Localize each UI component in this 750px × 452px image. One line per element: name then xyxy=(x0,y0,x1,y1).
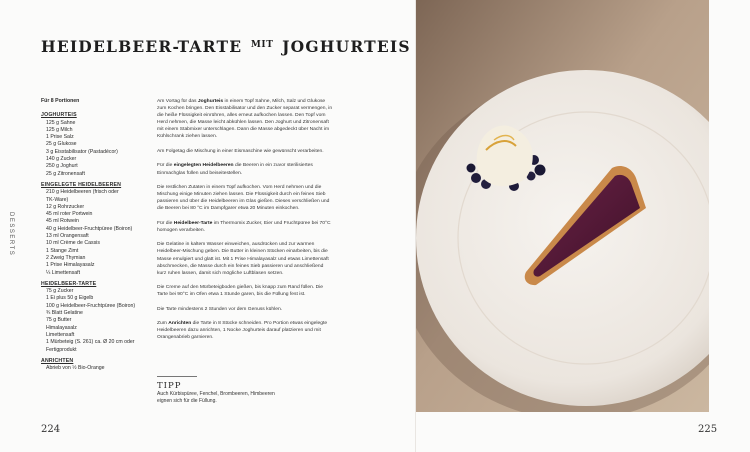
instruction-text: Die restlichen Zutaten in einem Topf aufkochen. Vom Herd nehmen und die Mischung einige Minuten ziehen lassen. Die Flüssigkeit durch ein feines Sieb passieren und über die Heidelbeeren im Glas gießen. Dieses verschließen und die Beeren bei 80 °C im Dampfgarer etwa 20 Minuten einkochen. xyxy=(157,185,330,212)
ingredient-item: 1 Prise Himalayasalz xyxy=(46,262,95,269)
ingredient-item: 45 ml roter Portwein xyxy=(46,211,93,218)
ingredient-item: 25 g Glukose xyxy=(46,141,77,148)
ingredient-section-title: HEIDELBEER-TARTE xyxy=(41,280,97,287)
instruction-paragraph xyxy=(157,241,333,276)
ingredient-item: ¾ Blatt Gelatine xyxy=(46,310,83,317)
page-number-left: 224 xyxy=(41,424,61,435)
tipp-text: Auch Kürbispüree, Fenchel, Brombeeren, Himbeeren eignen sich für die Füllung. xyxy=(157,391,275,405)
instruction-highlight: eingelegten Heidelbeeren xyxy=(173,163,234,169)
ingredient-section-title: EINGELEGTE HEIDELBEEREN xyxy=(41,181,122,188)
ingredient-item: 12 g Rohrzucker xyxy=(46,203,85,210)
title-connector: MIT xyxy=(250,40,274,50)
instruction-text: im Thermomix Zucker, Eier und Fruchtpüree bei 70°C homogen verarbeiten. xyxy=(157,220,331,233)
instruction-text: in einem Topf Sahne, Milch, Salz und Glukose zum Kochen bringen. Den Eisstabilisator und den Zucker separat vermengen, in die heiße Flüssigkeit einrühren, alles erneut aufkochen lassen. Den Topf vom Herd nehmen, die Masse leicht abkühlen lassen. Den Joghurt und Zitronensaft mit einem Stabmixer unterschlagen. Dann die Masse abgedeckt über Nacht im Kühlschrank ziehen lassen. xyxy=(157,99,333,140)
ingredient-item: 25 g Zitronensaft xyxy=(46,170,85,177)
ingredient-item: Fertigprodukt xyxy=(46,346,77,353)
tipp-title: TIPP xyxy=(157,381,182,391)
instruction-highlight: Anrichten xyxy=(168,321,192,327)
ingredient-item: 10 ml Crème de Cassis xyxy=(46,240,100,247)
ingredient-item: 100 g Heidelbeer-Fruchtpüree (Boiron) xyxy=(46,302,136,309)
instruction-paragraph xyxy=(157,98,333,141)
ingredient-item: ¼ Limettensaft xyxy=(46,269,81,276)
ingredient-item: 3 g Eisstabilisator (Pastadécor) xyxy=(46,148,118,155)
title-main: HEIDELBEER-TARTE xyxy=(41,37,243,56)
ingredient-item: 250 g Joghurt xyxy=(46,163,78,170)
ingredient-item: Limettensaft xyxy=(46,331,75,338)
instruction-text: Für die xyxy=(157,163,174,169)
instruction-paragraph xyxy=(157,148,333,155)
ingredient-section-title: JOGHURTEIS xyxy=(41,112,77,119)
ingredient-item: Himalayasalz xyxy=(46,324,77,331)
ingredient-item: 1 Prise Salz xyxy=(46,134,74,141)
instruction-text: Für die xyxy=(157,220,174,226)
instructions-column xyxy=(157,98,333,349)
instruction-text: Zum xyxy=(157,321,169,327)
tart-plate-image xyxy=(416,0,709,412)
instruction-text: die Tarte in 8 Stücke schneiden. Pro Portion etwas eingelegte Heidelbeeren dazu anrichten, 1 Nocke Joghurteis darauf platzieren und mit Orangenabrieb garnieren. xyxy=(157,321,328,341)
ingredients-column xyxy=(41,98,149,372)
ingredient-item: 2 Zweig Thymian xyxy=(46,254,86,261)
ingredient-item: 1 Stange Zimt xyxy=(46,247,79,254)
ingredient-item: 210 g Heidelbeeren (frisch oder xyxy=(46,189,119,196)
instruction-text: die Beeren in ein zuvor sterilisiertes Einmachglas füllen und beiseitestellen. xyxy=(157,163,313,176)
title-tail: JOGHURTEIS xyxy=(282,37,411,56)
instruction-paragraph xyxy=(157,184,333,212)
ingredient-item: 45 ml Rotwein xyxy=(46,218,79,225)
instruction-text: Die Creme auf den Mürbeteigboden gießen, bis knapp zum Rand füllen. Die Tarte bei 90°C im Ofen etwa 1 Stunde garen, bis die Füllung fest ist. xyxy=(157,285,324,298)
instruction-text: Am Vortag für das xyxy=(157,99,198,104)
ingredient-sections xyxy=(41,112,149,372)
instruction-paragraph xyxy=(157,220,333,234)
instruction-text: Die Tarte mindestens 2 Stunden vor dem Genuss kühlen. xyxy=(157,306,283,312)
ingredient-item: 40 g Heidelbeer-Fruchtpüree (Boiron) xyxy=(46,225,133,232)
chapter-label: DESSERTS xyxy=(8,212,14,257)
instruction-paragraph xyxy=(157,284,333,298)
instruction-text: Am Folgetag die Mischung in einer Eismaschine wie gewünscht verarbeiten. xyxy=(157,148,324,154)
page-number-right: 225 xyxy=(698,424,718,435)
instruction-paragraph xyxy=(157,320,333,341)
ingredient-item: 125 g Milch xyxy=(46,126,73,133)
ingredient-item: 13 ml Orangensaft xyxy=(46,233,89,240)
ingredient-item: 125 g Sahne xyxy=(46,119,76,126)
instruction-highlight: Heidelbeer-Tarte xyxy=(173,220,213,226)
ingredient-item: 75 g Butter xyxy=(46,317,72,324)
portions-label: Für 8 Portionen xyxy=(41,98,80,104)
ingredient-item: 1 Ei plus 50 g Eigelb xyxy=(46,295,94,302)
instruction-paragraph xyxy=(157,306,333,313)
ingredient-item: 75 g Zucker xyxy=(46,288,74,295)
instruction-text: Die Gelatine in kaltem Wasser einweichen, ausdrücken und zur warmen Heidelbeer-Mischung geben. Die Butter in kleinen Stücken einarbeiten, bis die Masse emulgiert und glatt ist. Mit 1 Prise Himalayasalz und etwas Limettensaft abschmecken, die Masse durch ein feines Sieb passieren und anschließend kurz ruhen lassen, damit sich mögliche Luftblasen setzen. xyxy=(157,242,329,276)
ingredient-item: Abrieb von ½ Bio-Orange xyxy=(46,365,105,372)
instruction-paragraph xyxy=(157,162,333,176)
recipe-title xyxy=(41,37,411,56)
ingredient-item: 1 Mürbeteig (S. 261) ca. Ø 20 cm oder xyxy=(46,339,135,346)
ingredient-item: TK-Ware) xyxy=(46,196,69,203)
instruction-highlight: Joghurteis xyxy=(197,99,224,104)
ingredient-item: 140 g Zucker xyxy=(46,156,77,163)
dish-photo xyxy=(416,0,709,412)
tipp-divider xyxy=(157,376,197,377)
ingredient-section-title: ANRICHTEN xyxy=(41,357,74,364)
